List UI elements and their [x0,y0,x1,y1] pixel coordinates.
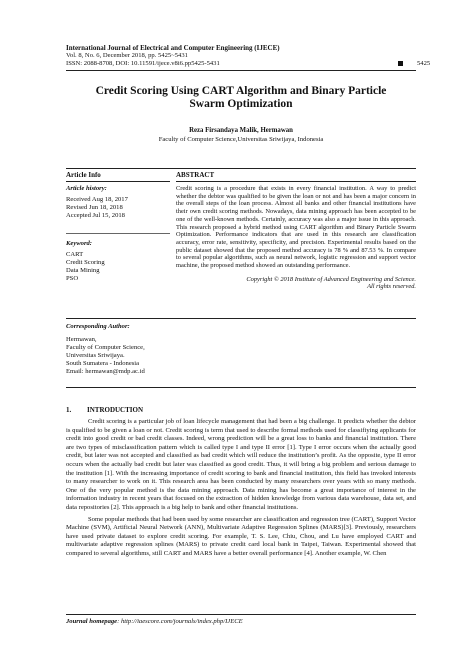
corresponding-line: Hermawan, [66,336,97,343]
history-revised: Revised Jun 18, 2018 [66,204,123,211]
page-number-text: 5425 [417,60,431,67]
paragraph-1: Credit scoring is a particular job of loan lifecycle management that had been a big challenge. It predicts whether the debtor is qualified to be given a loan or not. Credit scoring is term that used to describe formal methods used for classifiying applicants for credit into good credit or bad credit classes. Indeed, wrong prediction will be a great loss to banks and financial institution. There are two types of misclassification pattern which is called type I and type II error [1]. Type I error occurs when the actually good credit, but later was not accepted and classified as bad credit which will reduce the institution’s profit. As the opposite, type II error occurs when the actually bad credit but later was classified as good credit. Thus, it will bring a big problem and serious damage to the institution [1]. With the increasing importance of credit scoring to bank and financial institution, this field has invoked interests to many researcher to work on it. This research area has been conducted by many researchers over years with so many methods. One of the very popular method is the data mining approach. Data mining has become a great importance of interest in the information industry in recent years that focused on the extraction of hidden knowledge from various data warehouse, data set, and data repositories [2]. This approach is a big help to bank and other financial institutions. [66,418,416,511]
article-history [66,185,170,220]
footer-label: Journal homepage [66,618,118,625]
copyright [176,276,416,291]
history-received: Received Aug 18, 2017 [66,196,128,203]
introduction-body [66,418,416,559]
keyword-item: Data Mining [66,267,100,274]
corresponding-line: Faculty of Computer Science, [66,344,145,351]
keyword-item: Credit Scoring [66,259,105,266]
footer-rule [66,614,416,615]
corresponding-line: South Sumatera - Indonesia [66,360,140,367]
corresponding-email: Email: hermawan@mdp.ac.id [66,368,145,375]
article-info-rule [66,181,170,182]
section-number: 1. [66,406,72,414]
journal-header [66,44,416,68]
journal-name: International Journal of Electrical and Computer Engineering (IJECE) [66,44,280,52]
history-accepted: Accepted Jul 15, 2018 [66,212,125,219]
keyword-item: CART [66,251,84,258]
keyword-item: PSO [66,275,79,282]
abstract-rule [176,181,416,182]
abstract-text: Credit scoring is a procedure that exists in every financial institution. A way to predict whether the debtor was qualified to be given the loan or not and has been a major concern in the overall steps of the loan process. Almost all banks and other financial institutions have their own credit scoring methods. Nowadays, data mining approach has been accepted to be one of the well-known methods. Certainly, accuracy was also a major issue in this approach. This research proposed a hybrid method using CART algorithm and Binary Particle Swarm Optimization. Performance indicators that are used in this research are classification accuracy, error rate, sensitivity, specificity, and precision. Experimental results based on the public dataset showed that the proposed method accuracy is 78 % and 87.53 %. In compare to several popular algorithms, such as neural network, logistic regression and support vector machine, the proposed method showed an outstanding performance. [176,185,416,270]
title-line-1: Credit Scoring Using CART Algorithm and Binary Particle [95,85,387,97]
affiliation: Faculty of Computer Science,Universitas Sriwijaya, Indonesia [158,136,324,143]
journal-volume: Vol. 8, No. 6, December 2018, pp. 5425~5431 [66,52,188,59]
copyright-line-1: Copyright © 2018 Institute of Advanced Engineering and Science. [246,275,416,283]
section-heading [66,406,143,414]
keyword-label: Keyword: [66,240,93,247]
journal-footer [66,618,243,625]
paper-title [66,85,416,111]
article-info-heading: Article Info [66,171,101,179]
page-marker-icon [398,61,403,66]
corresponding-bottom-rule [66,387,416,388]
footer-url[interactable]: : http://iaescore.com/journals/index.php/IJECE [117,618,243,625]
journal-issn: ISSN: 2088-8708, DOI: 10.11591/ijece.v8i6.pp5425-5431 [66,60,220,67]
paragraph-2: Some popular methods that had been used by some researcher are classification and regression tree (CART), Support Vector Machine (SVM), Artificial Neural Network (ANN), Multivariate Adaptive Regression Splines (MARS)[3]. Previously, researchers have used private dataset to explore credit scoring. For example, T. S. Lee, Chiu, Chou, and Lu have employed CART and multivariate adaptive regression splines (MARS) to private credit card local bank in Taipei, Taiwan. Experimental showed that compared to several algorithms, still CART and MARS have a better overall performance [4]. Another example, W. Chen [66,515,416,557]
abstract-block [176,185,416,291]
page-number [398,60,430,67]
history-label: Article history: [66,185,107,192]
corresponding-line: Universitas Sriwijaya. [66,352,125,359]
corresponding-author [66,323,266,376]
section-title: INTRODUCTION [87,406,144,414]
header-rule [66,70,416,71]
abstract-bottom-rule [66,318,416,319]
keywords [66,240,170,283]
history-rule [66,233,170,234]
copyright-line-2: All rights reserved. [367,283,416,291]
abstract-heading: ABSTRACT [176,171,215,179]
authors: Reza Firsandaya Malik, Hermawan [189,127,293,134]
corresponding-label: Corresponding Author: [66,323,130,330]
info-top-rule [66,168,416,169]
title-line-2: Swarm Optimization [189,98,293,110]
